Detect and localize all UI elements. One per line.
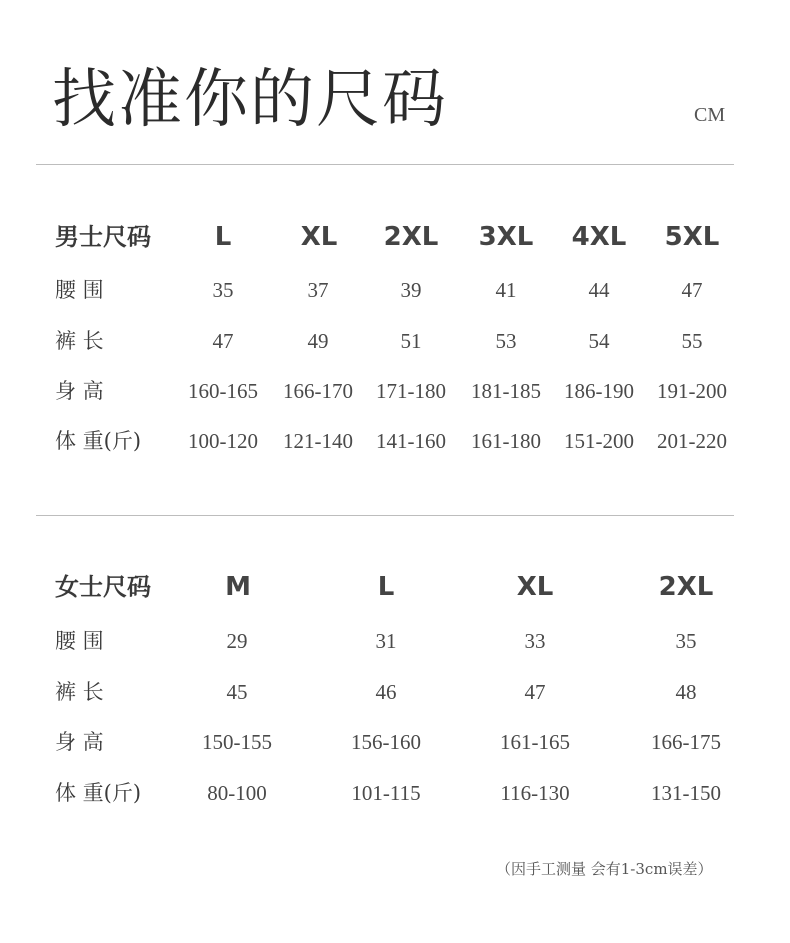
table-cell: 101-115: [351, 781, 421, 805]
table-cell: 166-175: [651, 730, 721, 754]
table-cell: 46: [375, 680, 397, 704]
women-table-title: 女士尺码: [55, 572, 151, 601]
table-cell: 186-190: [564, 379, 634, 403]
table-cell: 41: [495, 278, 517, 302]
unit-label: CM: [694, 104, 726, 126]
table-cell: 100-120: [188, 429, 258, 453]
table-cell: 47: [681, 278, 703, 302]
size-header: M: [225, 572, 251, 602]
table-cell: 116-130: [500, 781, 570, 805]
table-cell: 44: [588, 278, 610, 302]
table-cell: 166-170: [283, 379, 353, 403]
table-cell: 31: [375, 629, 397, 653]
table-cell: 33: [524, 629, 546, 653]
men-table-title: 男士尺码: [55, 222, 151, 251]
table-cell: 54: [588, 329, 610, 353]
size-header: 5XL: [664, 222, 720, 252]
table-cell: 181-185: [471, 379, 541, 403]
table-cell: 37: [307, 278, 329, 302]
table-cell: 47: [524, 680, 546, 704]
row-label: 身 高: [55, 730, 104, 754]
table-cell: 29: [226, 629, 248, 653]
size-header: 4XL: [571, 222, 627, 252]
size-header: L: [377, 572, 395, 602]
table-cell: 161-180: [471, 429, 541, 453]
table-cell: 53: [495, 329, 517, 353]
row-label: 体 重(斤): [55, 429, 142, 453]
table-cell: 49: [307, 329, 329, 353]
table-cell: 141-160: [376, 429, 446, 453]
table-cell: 156-160: [351, 730, 421, 754]
size-header: L: [214, 222, 232, 252]
measurement-note: （因手工测量 会有1-3cm误差）: [496, 860, 713, 878]
size-header: XL: [516, 572, 554, 602]
table-cell: 151-200: [564, 429, 634, 453]
table-cell: 48: [675, 680, 697, 704]
table-cell: 35: [212, 278, 234, 302]
table-cell: 131-150: [651, 781, 721, 805]
row-label: 裤 长: [55, 680, 104, 704]
table-cell: 161-165: [500, 730, 570, 754]
table-cell: 39: [400, 278, 422, 302]
size-header: 2XL: [383, 222, 439, 252]
row-label: 裤 长: [55, 329, 104, 353]
table-cell: 191-200: [657, 379, 727, 403]
row-label: 腰 围: [55, 629, 104, 653]
size-header: 2XL: [658, 572, 714, 602]
size-header: XL: [300, 222, 338, 252]
table-cell: 47: [212, 329, 234, 353]
table-cell: 35: [675, 629, 697, 653]
table-cell: 51: [400, 329, 422, 353]
table-cell: 150-155: [202, 730, 272, 754]
table-cell: 201-220: [657, 429, 727, 453]
row-label: 体 重(斤): [55, 781, 142, 805]
row-label: 身 高: [55, 379, 104, 403]
table-cell: 45: [226, 680, 248, 704]
size-header: 3XL: [478, 222, 534, 252]
table-cell: 160-165: [188, 379, 258, 403]
middle-divider: [36, 515, 734, 516]
table-cell: 80-100: [207, 781, 267, 805]
table-cell: 171-180: [376, 379, 446, 403]
row-label: 腰 围: [55, 278, 104, 302]
table-cell: 121-140: [283, 429, 353, 453]
table-cell: 55: [681, 329, 703, 353]
page-title: 找准你的尺码: [52, 63, 448, 137]
top-divider: [36, 164, 734, 165]
